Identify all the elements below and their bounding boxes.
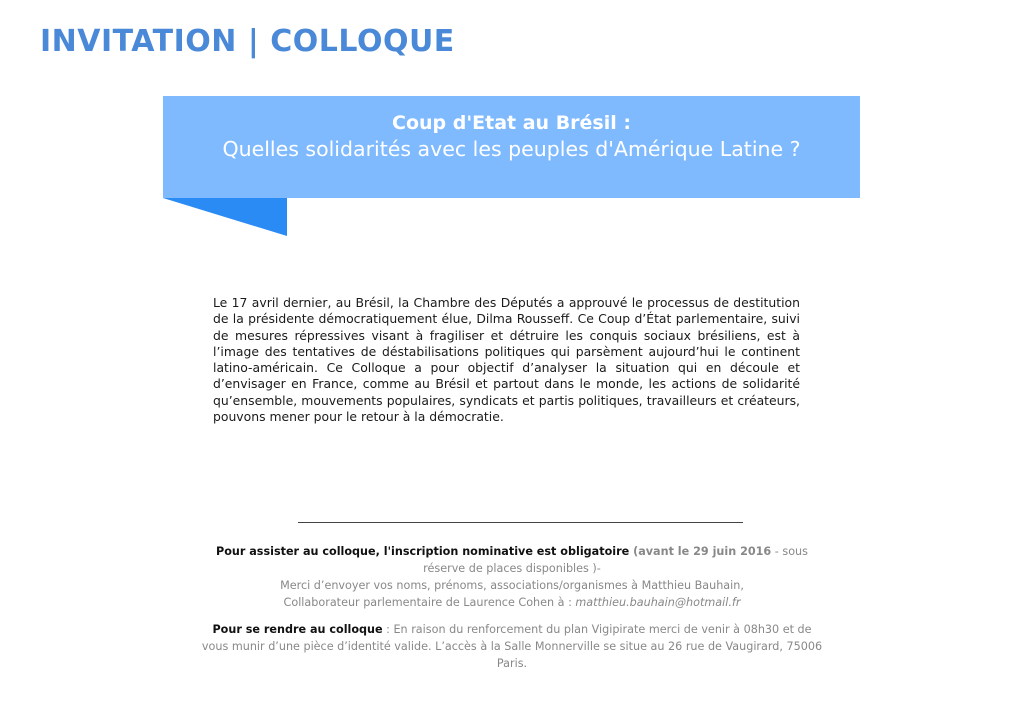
event-description: Le 17 avril dernier, au Brésil, la Chambre des Députés a approuvé le processus de destitution de la présidente démocratiquement élue, Dilma Rousseff. Ce Coup d’État parlementaire, suivi de mesures répressives visant à fragiliser et détruire les conquis sociaux brésiliens, est à l’image des tentatives de déstabilisations politiques qui parsèment aujourd’hui le continent latino-américain. Ce Colloque a pour objectif d’analyser la situation qui en découle et d’envisager en France, comme au Brésil et partout dans le monde, les actions de solidarité qu’ensemble, mouvements populaires, syndicats et partis politiques, travailleurs et créateurs, pouvons mener pour le retour à la démocratie.: [213, 295, 800, 425]
section-divider: [298, 522, 743, 523]
ribbon-fold-decoration: [163, 198, 287, 236]
registration-contact: [200, 594, 824, 611]
practical-info: [200, 543, 824, 672]
page-title: INVITATION | COLLOQUE: [40, 24, 455, 59]
access-details: : En raison du renforcement du plan Vigipirate merci de venir à 08h30 et de vous munir d’une pièce d’identité valide. L’accès à la Salle Monnerville se situe au 26 rue de Vaugirard, 75006 Paris.: [201, 623, 823, 670]
event-title: Coup d'Etat au Brésil :: [392, 112, 631, 134]
event-title-banner: [163, 96, 860, 198]
registration-requirement: Pour assister au colloque, l'inscription nominative est obligatoire: [216, 545, 630, 558]
contact-email-link[interactable]: matthieu.bauhain@hotmail.fr: [575, 596, 741, 609]
registration-info: [200, 543, 824, 577]
contact-label: Collaborateur parlementaire de Laurence Cohen à :: [283, 596, 576, 609]
registration-deadline: (avant le 29 juin 2016: [629, 545, 772, 558]
access-heading: Pour se rendre au colloque: [212, 623, 383, 636]
access-info: [200, 621, 824, 672]
registration-instructions: Merci d’envoyer vos noms, prénoms, associations/organismes à Matthieu Bauhain,: [280, 579, 744, 592]
event-subtitle: Quelles solidarités avec les peuples d'Amérique Latine ?: [222, 137, 801, 161]
registration-availability: - sous réserve de places disponibles )-: [423, 545, 808, 575]
